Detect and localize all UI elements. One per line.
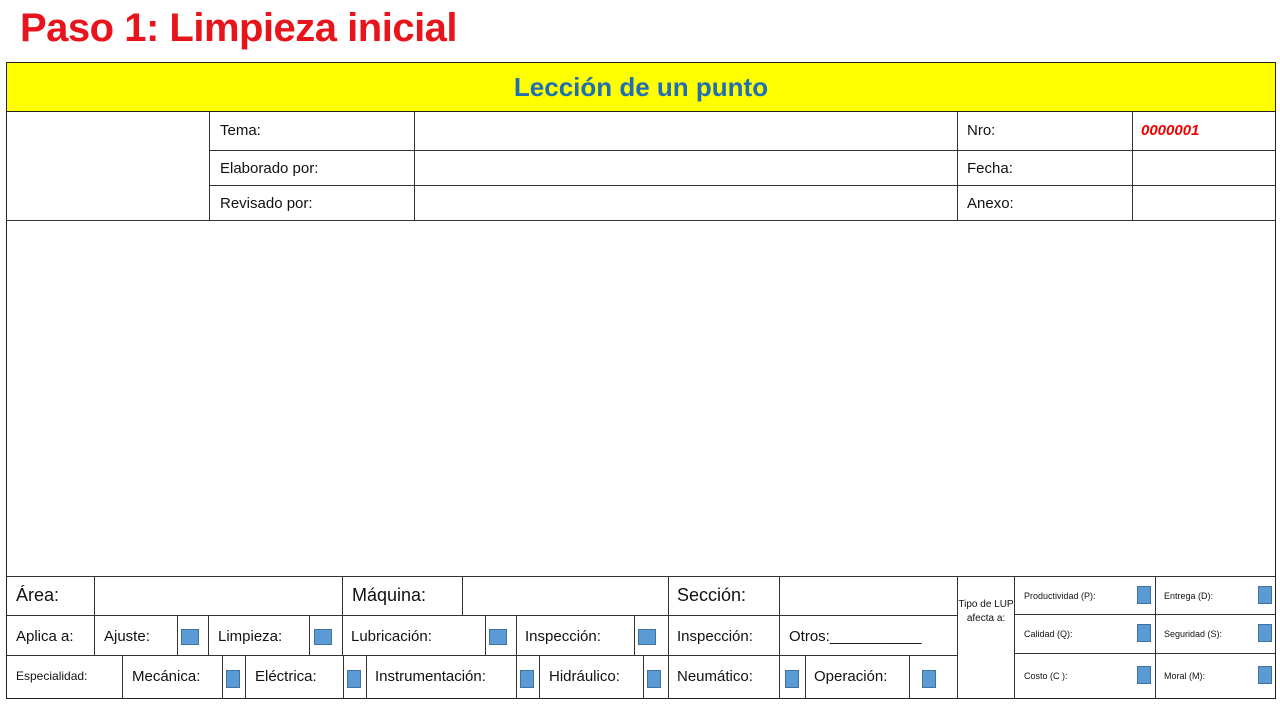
footer-col-line — [634, 615, 635, 655]
fecha-label: Fecha: — [967, 160, 1013, 177]
footer-col-line — [668, 615, 669, 655]
aplica-limpieza-label: Limpieza: — [218, 628, 283, 645]
maquina-field[interactable] — [463, 577, 667, 614]
footer-col-line — [643, 655, 644, 699]
neumatico-checkbox[interactable] — [785, 670, 799, 688]
footer-col-line — [122, 655, 123, 699]
aplica-label: Aplica a: — [16, 628, 74, 645]
tema-field[interactable] — [415, 113, 956, 149]
footer-col-line — [342, 576, 343, 615]
footer-col-line — [94, 615, 95, 655]
footer-col-line — [177, 615, 178, 655]
especialidad-operacion-label: Operación: — [814, 668, 888, 685]
productividad-checkbox[interactable] — [1137, 586, 1151, 604]
tipo-row-line — [1014, 653, 1275, 654]
tipo-entrega-label: Entrega (D): — [1164, 591, 1214, 601]
especialidad-label: Especialidad: — [16, 669, 88, 683]
footer-col-line — [222, 655, 223, 699]
footer-col-line — [343, 655, 344, 699]
fecha-field[interactable] — [1133, 151, 1274, 184]
footer-col-line — [516, 615, 517, 655]
footer-col-line — [779, 615, 780, 655]
tipo-costo-label: Costo (C ): — [1024, 671, 1068, 681]
footer-col-line — [245, 655, 246, 699]
area-field[interactable] — [95, 577, 341, 614]
footer-col-line — [309, 615, 310, 655]
tipo-seguridad-label: Seguridad (S): — [1164, 629, 1223, 639]
logo-cell — [8, 113, 208, 219]
tipo-calidad-label: Calidad (Q): — [1024, 629, 1073, 639]
moral-checkbox[interactable] — [1258, 666, 1272, 684]
instrumentacion-checkbox[interactable] — [520, 670, 534, 688]
nro-label: Nro: — [967, 122, 996, 139]
elaborado-label: Elaborado por: — [220, 160, 319, 177]
maquina-label: Máquina: — [352, 585, 427, 605]
anexo-label: Anexo: — [967, 195, 1014, 212]
anexo-field[interactable] — [1133, 186, 1274, 219]
elaborado-field[interactable] — [415, 151, 956, 184]
limpieza-checkbox[interactable] — [314, 629, 332, 645]
footer-col-line — [342, 615, 343, 655]
especialidad-instrumentacion-label: Instrumentación: — [375, 668, 486, 685]
header-col-line — [209, 112, 210, 220]
footer-col-line — [779, 655, 780, 699]
footer-col-line — [1014, 576, 1015, 699]
revisado-label: Revisado por: — [220, 195, 313, 212]
footer-col-line — [1155, 576, 1156, 699]
especialidad-mecanica-label: Mecánica: — [132, 668, 201, 685]
footer-col-line — [485, 615, 486, 655]
ajuste-checkbox[interactable] — [181, 629, 199, 645]
mecanica-checkbox[interactable] — [226, 670, 240, 688]
footer-col-line — [805, 655, 806, 699]
tipo-lup-label: Tipo de LUP afecta a: — [958, 599, 1014, 624]
footer-col-line — [366, 655, 367, 699]
footer-row-line — [7, 655, 957, 656]
lubricacion-checkbox[interactable] — [489, 629, 507, 645]
operacion-checkbox[interactable] — [922, 670, 936, 688]
footer-col-line — [668, 655, 669, 699]
inspeccion-checkbox[interactable] — [638, 629, 656, 645]
tema-label: Tema: — [220, 122, 261, 139]
content-area[interactable] — [8, 221, 1274, 576]
especialidad-electrica-label: Eléctrica: — [255, 668, 317, 685]
area-label: Área: — [16, 585, 60, 605]
tipo-moral-label: Moral (M): — [1164, 671, 1205, 681]
page-title: Paso 1: Limpieza inicial — [20, 6, 458, 50]
footer-col-line — [208, 615, 209, 655]
especialidad-neumatico-label: Neumático: — [677, 668, 753, 685]
footer-col-line — [909, 655, 910, 699]
seguridad-checkbox[interactable] — [1258, 624, 1272, 642]
electrica-checkbox[interactable] — [347, 670, 361, 688]
entrega-checkbox[interactable] — [1258, 586, 1272, 604]
otros-label: Otros:___________ — [789, 628, 922, 645]
calidad-checkbox[interactable] — [1137, 624, 1151, 642]
tipo-row-line — [1014, 614, 1275, 615]
footer-col-line — [957, 576, 958, 699]
header-col-line — [957, 112, 958, 220]
form-banner: Lección de un punto — [7, 63, 1275, 112]
aplica-inspeccion-label: Inspección: — [525, 628, 601, 645]
seccion-field[interactable] — [780, 577, 956, 614]
especialidad-hidraulico-label: Hidráulico: — [549, 668, 620, 685]
aplica-lubricacion-label: Lubricación: — [351, 628, 432, 645]
aplica-ajuste-label: Ajuste: — [104, 628, 150, 645]
revisado-field[interactable] — [415, 186, 956, 219]
costo-checkbox[interactable] — [1137, 666, 1151, 684]
footer-col-line — [516, 655, 517, 699]
aplica-inspeccion-2-label: Inspección: — [677, 628, 753, 645]
tipo-productividad-label: Productividad (P): — [1024, 591, 1096, 601]
footer-col-line — [668, 576, 669, 615]
seccion-label: Sección: — [677, 585, 747, 605]
hidraulico-checkbox[interactable] — [647, 670, 661, 688]
footer-row-line — [7, 615, 957, 616]
nro-value: 0000001 — [1141, 122, 1200, 139]
footer-col-line — [539, 655, 540, 699]
